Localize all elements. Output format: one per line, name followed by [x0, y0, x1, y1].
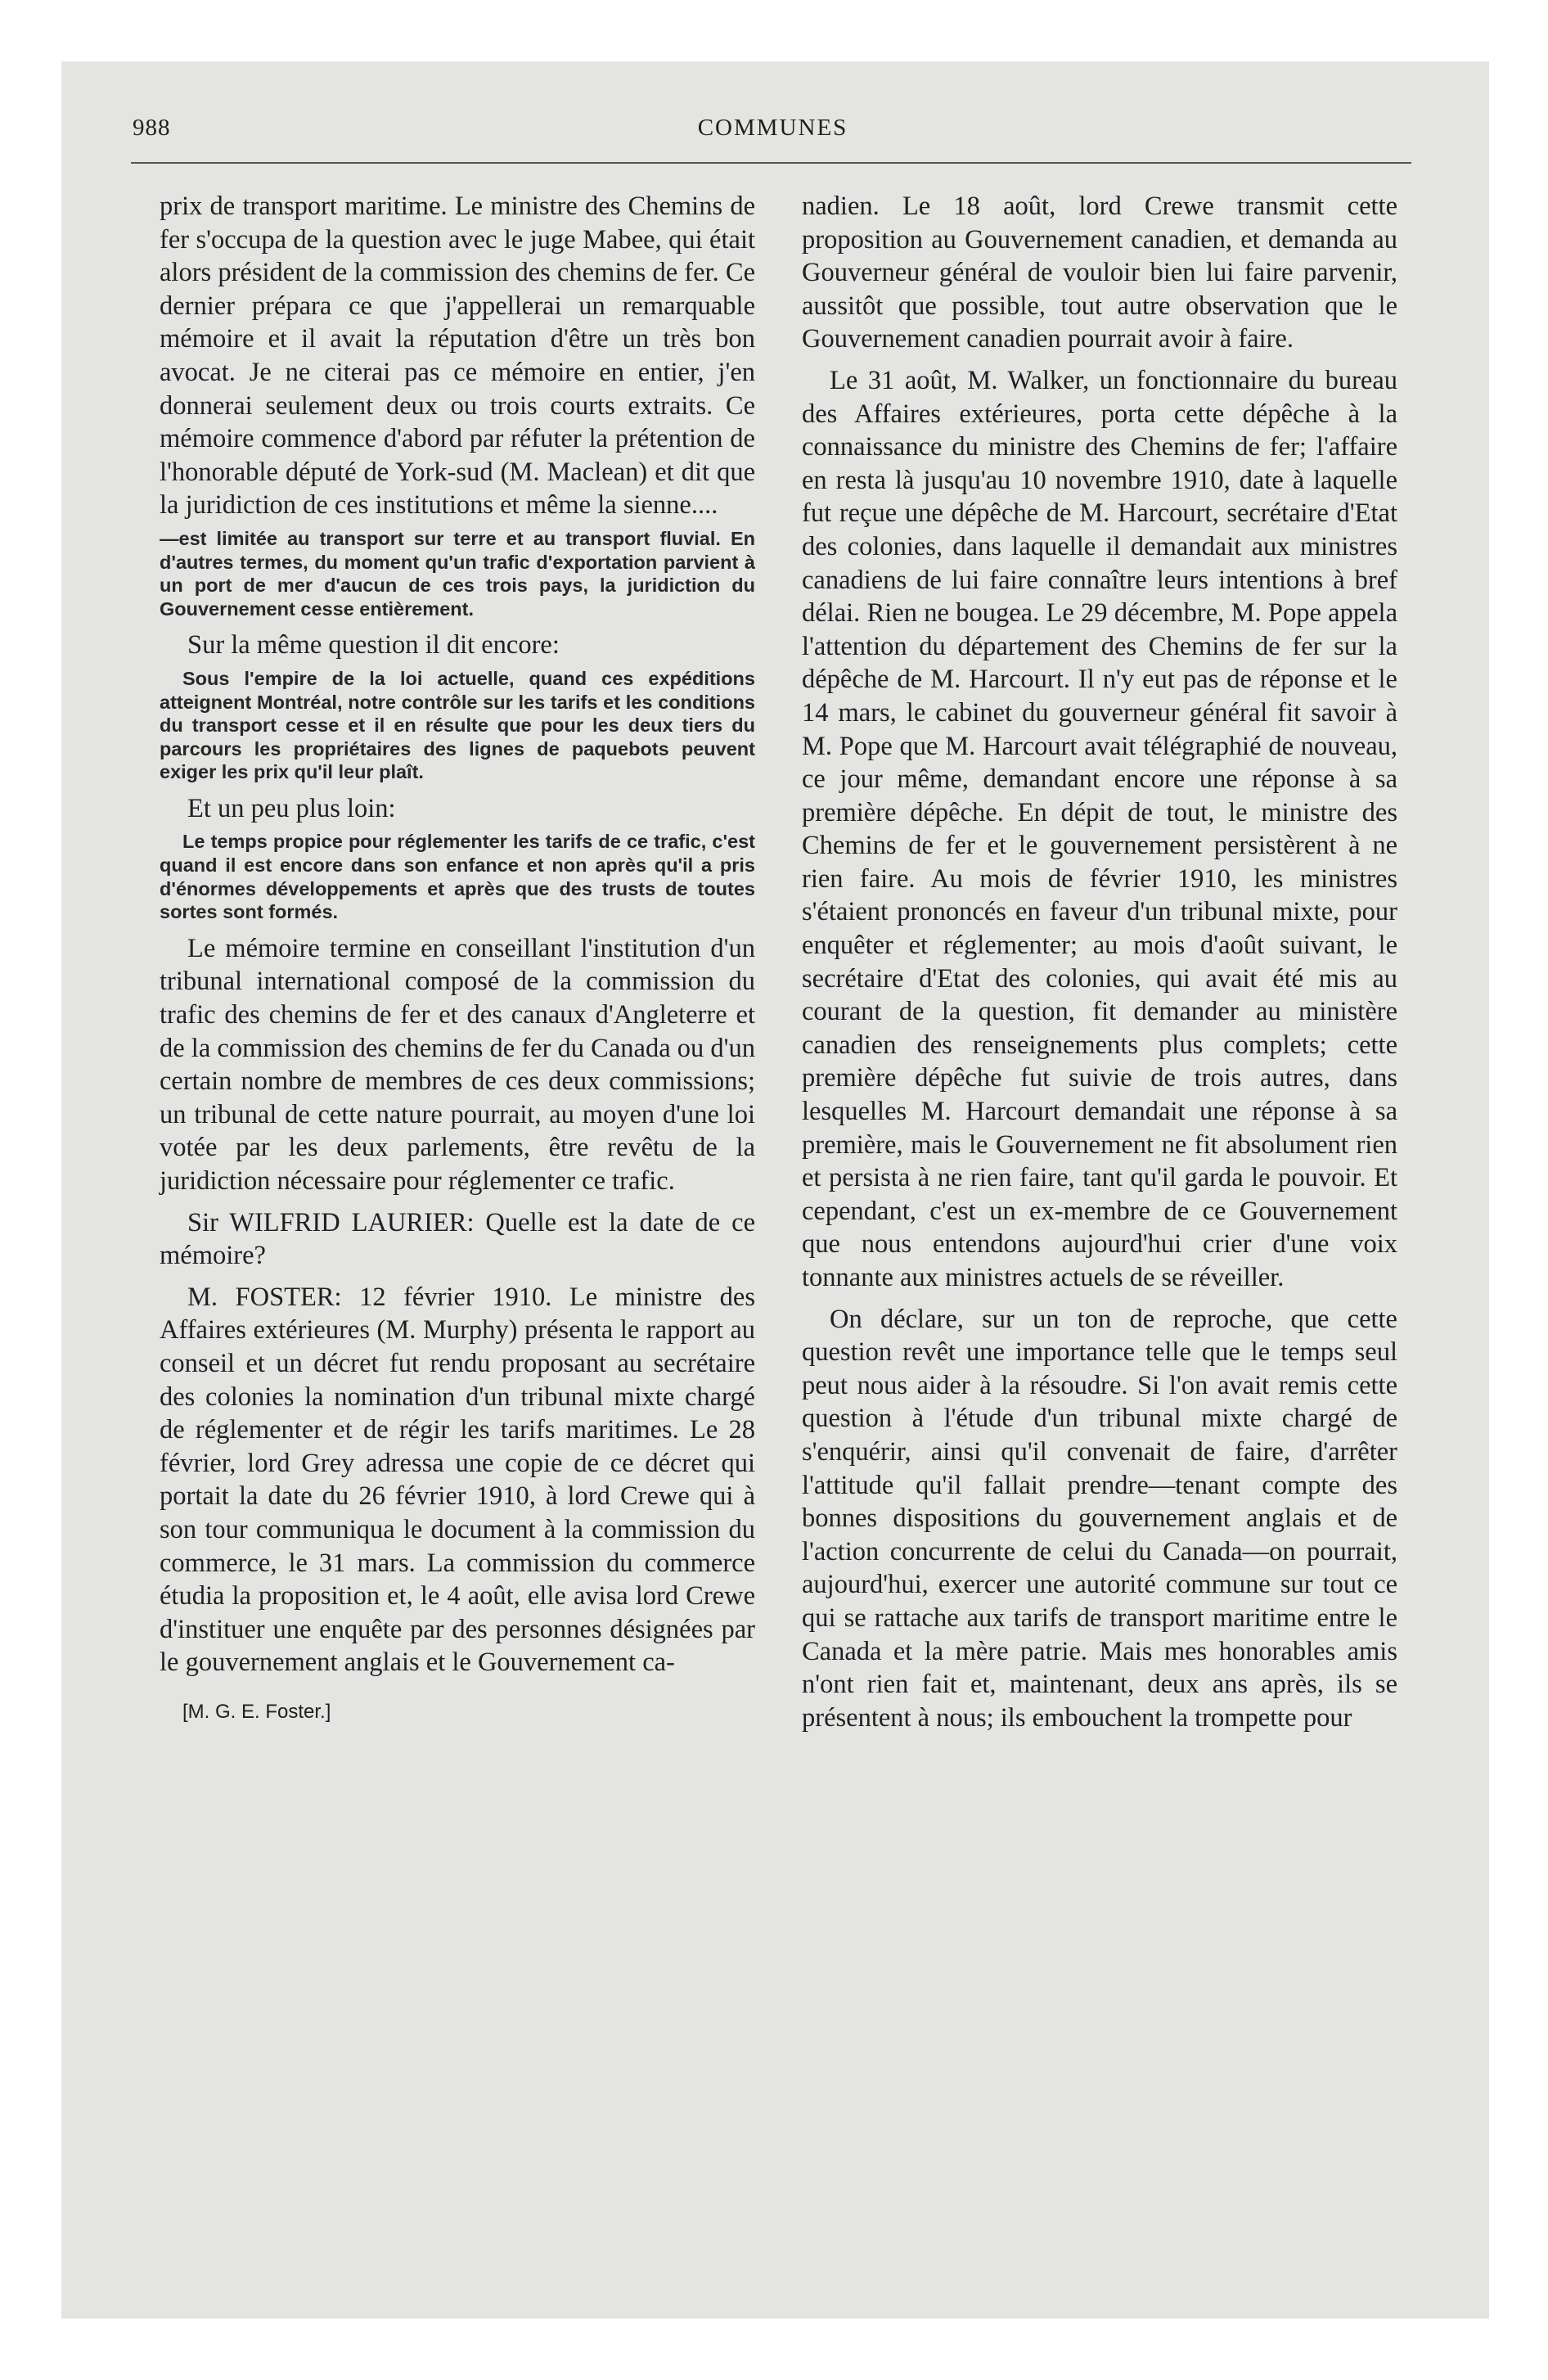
speaker-paragraph: Sir WILFRID LAURIER: Quelle est la date de ce mémoire? — [160, 1207, 755, 1271]
header-rule — [131, 162, 1411, 164]
paragraph: prix de transport maritime. Le ministre des Chemins de fer s'occupa de la question avec le juge Mabee, qui était alors président de la commission des chemins de fer. Ce dernier prépara ce que j'appellerai un remarquable mémoire et il avait la réputation d'être un très bon avocat. Je ne citerai pas ce mémoire en entier, j'en donnerai seulement deux ou trois courts extraits. Ce mémoire commence d'abord par réfuter la prétention de l'honorable député de York-sud (M. Maclean) et dit que la juridiction de ces institutions et même la sienne.... — [160, 192, 755, 521]
page-header — [133, 115, 1413, 156]
paragraph: On déclare, sur un ton de reproche, que cette question revêt une importance telle que le temps seul peut nous aider à la résoudre. Si l'on avait remis cette question à l'étude d'un tribunal mixte chargé de s'enquérir, ainsi qu'il convenait de faire, d'arrêter l'attitude qu'il fallait prendre—tenant compte des bonnes dispositions du gouvernement anglais et de l'action concurrente de celui du Canada—on pourrait, aujourd'hui, exercer une autorité commune sur tout ce qui se rattache aux tarifs de transport maritime entre le Canada et la mère patrie. Mais mes honorables amis n'ont rien fait et, maintenant, deux ans après, ils se présentent à nous; ils embouchent la trompette pour — [802, 1304, 1397, 1733]
paragraph: Et un peu plus loin: — [187, 793, 396, 823]
paragraph: Sur la même question il dit encore: — [187, 630, 560, 660]
block-quote: Sous l'empire de la loi actuelle, quand ces expéditions atteignent Montréal, notre contrôle sur les tarifs et les conditions du transport cesse et il en résulte que pour les deux tiers du parcours les propriétaires des lignes de paquebots peuvent exiger les prix qu'il leur plaît. — [160, 667, 755, 783]
block-quote: —est limitée au transport sur terre et au transport fluvial. En d'autres termes, du moment qu'un trafic d'exportation parvient à un port de mer d'aucun de ces trois pays, la juridiction du Gouvernement cesse entièrement. — [160, 527, 755, 620]
paragraph: Le mémoire termine en conseillant l'institution d'un tribunal international composé de la commission du trafic des chemins de fer et des canaux d'Angleterre et de la commission des chemins de fer du Canada ou d'un certain nombre de membres de ces deux commissions; un tribunal de cette nature pourrait, au moyen d'une loi votée par les deux parlements, être revêtu de la juridiction nécessaire pour réglementer ce trafic. — [160, 933, 755, 1196]
paragraph: Le 31 août, M. Walker, un fonctionnaire du bureau des Affaires extérieures, porta cette dépêche à la connaissance du ministre des Chemins de fer; l'affaire en resta là jusqu'au 10 novembre 1910, date à laquelle fut reçue une dépêche de M. Harcourt, secrétaire d'Etat des colonies, dans laquelle il demandait aux ministres canadiens de lui faire connaître leurs intentions à bref délai. Rien ne bougea. Le 29 décembre, M. Pope appela l'attention du département des Chemins de fer sur la dépêche de M. Harcourt. Il n'y eut pas de réponse et le 14 mars, le cabinet du gouverneur général fit savoir à M. Pope que M. Harcourt avait télégraphié de nouveau, ce jour même, demandant encore une réponse à sa première dépêche. En dépit de tout, le ministre des Chemins de fer et le gouvernement persistèrent à ne rien faire. Au mois de février 1910, les ministres s'étaient prononcés en faveur d'un tribunal mixte, pour enquêter et réglementer; au mois d'août suivant, le secrétaire d'Etat des colonies, qui avait été mis au courant de la question, fit demander au ministère canadien des renseignements plus complets; cette première dépêche fut suivie de trois autres, dans lesquelles M. Harcourt demandait une réponse à sa première, mais le Gouvernement ne fit absolument rien et persista à ne rien faire, tant qu'il garda le pouvoir. Et cependant, c'est un ex-membre de ce Gouvernement que nous entendons aujourd'hui crier d'une voix tonnante aux ministres actuels de se réveiller. — [802, 365, 1397, 1292]
running-head: COMMUNES — [697, 115, 848, 141]
speaker-footer-tag: [M. G. E. Foster.] — [182, 1700, 331, 1723]
left-column — [160, 190, 755, 1729]
block-quote: Le temps propice pour réglementer les tarifs de ce trafic, c'est quand il est encore dans son enfance et non après qu'il a pris d'énormes développements et après que des trusts de toutes sortes sont formés. — [160, 831, 755, 923]
paragraph: nadien. Le 18 août, lord Crewe transmit cette proposition au Gouvernement canadien, et demanda au Gouverneur général de vouloir bien lui faire parvenir, aussitôt que possible, tout autre observation que le Gouvernement canadien pourrait avoir à faire. — [802, 192, 1397, 354]
speaker-paragraph: M. FOSTER: 12 février 1910. Le ministre des Affaires extérieures (M. Murphy) présenta le rapport au conseil et un décret fut rendu proposant au secrétaire des colonies la nomination d'un tribunal mixte chargé de réglementer et de régir les tarifs maritimes. Le 28 février, lord Grey adressa une copie de ce décret qui portait la date du 26 février 1910, à lord Crewe qui à son tour communiqua le document à la commission du commerce, le 31 mars. La commission du commerce étudia la proposition et, le 4 août, elle avisa lord Crewe d'instituer une enquête par des personnes désignées par le gouvernement anglais et le Gouvernement ca- — [160, 1282, 755, 1678]
right-column — [802, 190, 1397, 1734]
page-number: 988 — [133, 115, 171, 141]
